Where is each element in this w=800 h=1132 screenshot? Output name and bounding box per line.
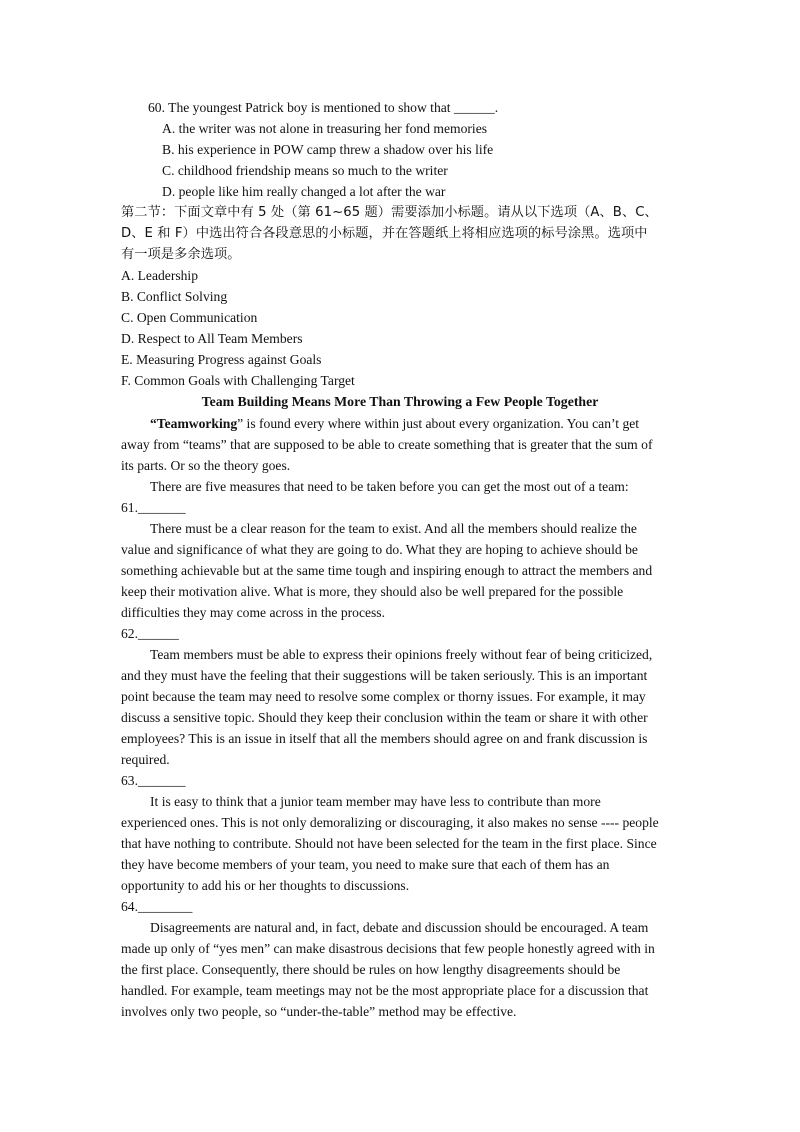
p63-line-2: experienced ones. This is not only demoralizing or discouraging, it also makes no sense ---- people bbox=[121, 815, 659, 830]
p61-line-4: keep their motivation alive. What is more, they should also be well prepared for the possible bbox=[121, 584, 624, 599]
q60-option-d: D. people like him really changed a lot after the war bbox=[162, 184, 446, 199]
intro-line-2: away from “teams” that are supposed to be able to create something that is greater that the sum of bbox=[121, 437, 653, 452]
p62-line-3: point because the team may need to resolve some complex or thorny issues. For example, it may bbox=[121, 689, 646, 704]
p61-line-3: something achievable but at the same time tough and inspiring enough to attract the members and bbox=[121, 563, 653, 578]
p62-line-4: discuss a sensitive topic. Should they keep their conclusion within the team or share it with other bbox=[121, 710, 648, 725]
blank-62: 62.______ bbox=[121, 626, 179, 641]
p62-line-6: required. bbox=[121, 752, 170, 767]
p63-line-3: that have nothing to contribute. Should not have been selected for the team in the first place. Since bbox=[121, 836, 657, 851]
heading-option-c: C. Open Communication bbox=[121, 310, 258, 325]
p64-line-5: involves only two people, so “under-the-table” method may be effective. bbox=[121, 1004, 517, 1019]
article-title: Team Building Means More Than Throwing a Few People Together bbox=[201, 394, 599, 409]
heading-option-d: D. Respect to All Team Members bbox=[121, 331, 303, 346]
heading-option-e: E. Measuring Progress against Goals bbox=[121, 352, 322, 367]
q60-stem: 60. The youngest Patrick boy is mentioned to show that ______. bbox=[148, 100, 499, 115]
section2-instruction-line-3: 有一项是多余选项。 bbox=[121, 247, 241, 262]
p62-line-1: Team members must be able to express their opinions freely without fear of being criticized, bbox=[150, 647, 653, 662]
heading-option-b: B. Conflict Solving bbox=[121, 289, 228, 304]
p61-line-1: There must be a clear reason for the team to exist. And all the members should realize the bbox=[150, 521, 637, 536]
p61-line-5: difficulties they may come across in the process. bbox=[121, 605, 385, 620]
blank-63: 63._______ bbox=[121, 773, 186, 788]
p63-line-5: opportunity to add his or her thoughts to discussions. bbox=[121, 878, 410, 893]
q60-option-c: C. childhood friendship means so much to the writer bbox=[162, 163, 448, 178]
p62-line-2: and they must have the feeling that their suggestions will be taken seriously. This is an important bbox=[121, 668, 648, 683]
p64-line-4: handled. For example, team meetings may not be the most appropriate place for a discussion that bbox=[121, 983, 649, 998]
intro-line-3: its parts. Or so the theory goes. bbox=[121, 458, 291, 473]
blank-61: 61._______ bbox=[121, 500, 186, 515]
p63-line-4: they have become members of your team, you need to make sure that each of them has an bbox=[121, 857, 610, 872]
p64-line-3: the first place. Consequently, there should be rules on how lengthy disagreements should be bbox=[121, 962, 621, 977]
p61-line-2: value and significance of what they are going to do. What they are hoping to achieve should be bbox=[121, 542, 638, 557]
q60-option-b: B. his experience in POW camp threw a shadow over his life bbox=[162, 142, 494, 157]
intro-line-1 bbox=[150, 413, 639, 434]
intro-2: There are five measures that need to be taken before you can get the most out of a team: bbox=[150, 479, 629, 494]
p62-line-5: employees? This is an issue in itself that all the members should agree on and frank discussion is bbox=[121, 731, 648, 746]
section2-instruction-line-1: 第二节：下面文章中有 5 处（第 61~65 题）需要添加小标题。请从以下选项（A、B、C、 bbox=[121, 205, 658, 220]
p63-line-1: It is easy to think that a junior team member may have less to contribute than more bbox=[150, 794, 601, 809]
intro-line-1-text: ” is found every where within just about every organization. You can’t get bbox=[237, 416, 640, 431]
p64-line-1: Disagreements are natural and, in fact, debate and discussion should be encouraged. A team bbox=[150, 920, 649, 935]
heading-option-a: A. Leadership bbox=[121, 268, 199, 283]
intro-bold-term: “Teamworking bbox=[150, 416, 238, 431]
section2-instruction-line-2: D、E 和 F）中选出符合各段意思的小标题，并在答题纸上将相应选项的标号涂黑。选项中 bbox=[121, 226, 648, 241]
q60-option-a: A. the writer was not alone in treasuring her fond memories bbox=[162, 121, 488, 136]
p64-line-2: made up only of “yes men” can make disastrous decisions that few people honestly agreed with in bbox=[121, 941, 655, 956]
blank-64: 64.________ bbox=[121, 899, 193, 914]
heading-option-f: F. Common Goals with Challenging Target bbox=[121, 373, 355, 388]
